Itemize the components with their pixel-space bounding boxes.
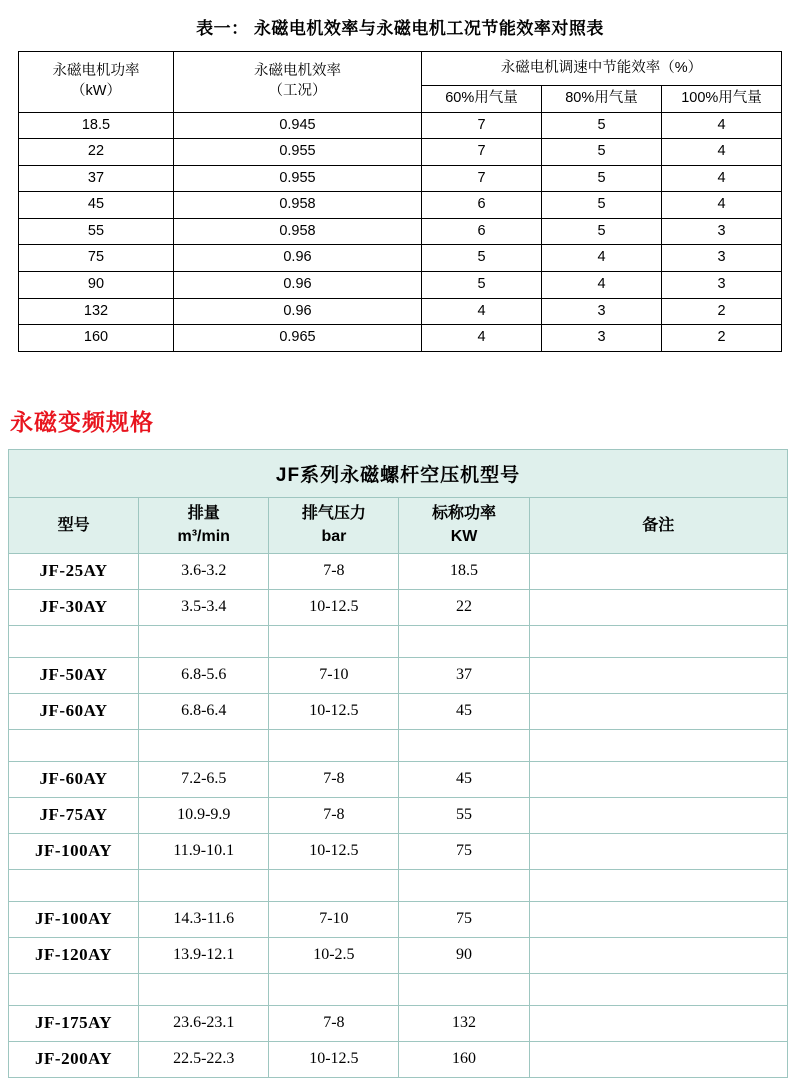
cell-empty	[399, 729, 529, 761]
table-row	[18, 325, 781, 352]
cell-pressure: 10-12.5	[269, 693, 399, 729]
cell-pressure: 10-12.5	[269, 589, 399, 625]
table2-col-pressure-line2: bar	[321, 528, 347, 546]
cell-saving-100: 2	[661, 325, 781, 352]
table-row	[18, 298, 781, 325]
cell-flow: 6.8-6.4	[139, 693, 269, 729]
cell-empty	[9, 973, 139, 1005]
table1-col-efficiency	[173, 52, 421, 113]
cell-saving-80: 5	[541, 165, 661, 192]
cell-empty	[139, 729, 269, 761]
cell-model: JF-60AY	[9, 761, 139, 797]
cell-power: 37	[18, 165, 173, 192]
cell-power: 160	[399, 1041, 529, 1077]
cell-flow: 11.9-10.1	[139, 833, 269, 869]
table1-head	[18, 52, 781, 113]
table2-col-note: 备注	[529, 497, 787, 553]
table2-col-flow-line1: 排量	[187, 504, 220, 522]
cell-flow: 14.3-11.6	[139, 901, 269, 937]
cell-saving-100: 4	[661, 139, 781, 166]
cell-saving-60: 6	[421, 192, 541, 219]
table-row	[9, 1005, 788, 1041]
cell-efficiency: 0.958	[173, 218, 421, 245]
cell-model: JF-120AY	[9, 937, 139, 973]
table-row	[9, 937, 788, 973]
table2-col-flow	[139, 497, 269, 553]
cell-flow: 10.9-9.9	[139, 797, 269, 833]
cell-pressure: 10-2.5	[269, 937, 399, 973]
cell-power: 90	[399, 937, 529, 973]
table2-title-row	[9, 449, 788, 497]
cell-flow: 13.9-12.1	[139, 937, 269, 973]
cell-empty	[139, 625, 269, 657]
cell-empty	[269, 625, 399, 657]
table2-col-model: 型号	[9, 497, 139, 553]
cell-power: 37	[399, 657, 529, 693]
table2-title: JF系列永磁螺杆空压机型号	[9, 449, 788, 497]
table1-col-saving-100: 100%用气量	[661, 86, 781, 113]
cell-flow: 3.5-3.4	[139, 589, 269, 625]
table-row	[18, 165, 781, 192]
cell-empty	[139, 869, 269, 901]
cell-efficiency: 0.955	[173, 165, 421, 192]
cell-model: JF-75AY	[9, 797, 139, 833]
table1-body	[18, 112, 781, 351]
cell-empty	[399, 869, 529, 901]
cell-saving-80: 4	[541, 245, 661, 272]
table2-col-pressure	[269, 497, 399, 553]
table-row-spacer	[9, 869, 788, 901]
cell-efficiency: 0.96	[173, 298, 421, 325]
cell-model: JF-175AY	[9, 1005, 139, 1041]
cell-saving-60: 4	[421, 325, 541, 352]
cell-empty	[529, 973, 787, 1005]
table2-col-pressure-line1: 排气压力	[301, 504, 366, 522]
cell-power: 22	[18, 139, 173, 166]
cell-flow: 6.8-5.6	[139, 657, 269, 693]
cell-empty	[399, 625, 529, 657]
table1-col-power	[18, 52, 173, 113]
cell-pressure: 10-12.5	[269, 1041, 399, 1077]
cell-flow: 3.6-3.2	[139, 553, 269, 589]
cell-note	[529, 589, 787, 625]
section-heading-permanent-magnet-vfd: 永磁变频规格	[10, 408, 154, 435]
table-row	[9, 901, 788, 937]
table2-col-power-line1: 标称功率	[432, 504, 497, 522]
cell-saving-80: 5	[541, 112, 661, 139]
table-row	[9, 589, 788, 625]
cell-note	[529, 693, 787, 729]
cell-power: 45	[399, 693, 529, 729]
cell-saving-100: 3	[661, 218, 781, 245]
table2-header-row	[9, 497, 788, 553]
cell-saving-80: 5	[541, 192, 661, 219]
table-row	[9, 1041, 788, 1077]
cell-pressure: 7-8	[269, 1005, 399, 1041]
cell-power: 132	[399, 1005, 529, 1041]
cell-model: JF-30AY	[9, 589, 139, 625]
table1-col-efficiency-line1: 永磁电机效率	[253, 63, 341, 80]
cell-empty	[269, 729, 399, 761]
table1-col-saving-group: 永磁电机调速中节能效率（%）	[421, 52, 781, 86]
cell-model: JF-100AY	[9, 833, 139, 869]
cell-saving-100: 3	[661, 245, 781, 272]
table1-col-power-line1: 永磁电机功率	[52, 63, 140, 80]
cell-efficiency: 0.965	[173, 325, 421, 352]
table-row-spacer	[9, 625, 788, 657]
cell-saving-80: 5	[541, 218, 661, 245]
cell-flow: 23.6-23.1	[139, 1005, 269, 1041]
table-row	[9, 833, 788, 869]
cell-model: JF-200AY	[9, 1041, 139, 1077]
table1-col-power-line2: （kW）	[71, 82, 121, 99]
table-row	[9, 553, 788, 589]
table-row	[18, 271, 781, 298]
cell-note	[529, 1005, 787, 1041]
cell-saving-80: 5	[541, 139, 661, 166]
cell-flow: 7.2-6.5	[139, 761, 269, 797]
cell-power: 160	[18, 325, 173, 352]
cell-power: 75	[399, 901, 529, 937]
table1-title: 表一： 永磁电机效率与永磁电机工况节能效率对照表	[196, 19, 604, 38]
table1-col-saving-80: 80%用气量	[541, 86, 661, 113]
table-row-spacer	[9, 729, 788, 761]
cell-note	[529, 937, 787, 973]
cell-power: 45	[18, 192, 173, 219]
cell-saving-80: 4	[541, 271, 661, 298]
table-row	[18, 112, 781, 139]
cell-power: 18.5	[18, 112, 173, 139]
cell-power: 22	[399, 589, 529, 625]
cell-model: JF-100AY	[9, 901, 139, 937]
cell-empty	[9, 869, 139, 901]
cell-pressure: 7-8	[269, 761, 399, 797]
table2-jf-series-models	[8, 449, 788, 1078]
cell-power: 55	[399, 797, 529, 833]
cell-saving-60: 4	[421, 298, 541, 325]
cell-note	[529, 761, 787, 797]
cell-note	[529, 1041, 787, 1077]
table-row-spacer	[9, 973, 788, 1005]
cell-saving-60: 7	[421, 165, 541, 192]
cell-empty	[399, 973, 529, 1005]
cell-pressure: 10-12.5	[269, 833, 399, 869]
cell-saving-100: 2	[661, 298, 781, 325]
cell-empty	[269, 869, 399, 901]
table2-body	[9, 449, 788, 1077]
cell-saving-60: 7	[421, 139, 541, 166]
cell-power: 45	[399, 761, 529, 797]
cell-empty	[9, 625, 139, 657]
cell-empty	[529, 729, 787, 761]
cell-power: 132	[18, 298, 173, 325]
cell-saving-80: 3	[541, 298, 661, 325]
cell-note	[529, 797, 787, 833]
cell-efficiency: 0.945	[173, 112, 421, 139]
cell-note	[529, 553, 787, 589]
cell-pressure: 7-8	[269, 797, 399, 833]
cell-empty	[529, 625, 787, 657]
cell-power: 55	[18, 218, 173, 245]
cell-note	[529, 833, 787, 869]
table-row	[9, 761, 788, 797]
cell-efficiency: 0.96	[173, 271, 421, 298]
cell-saving-80: 3	[541, 325, 661, 352]
table-row	[9, 797, 788, 833]
table2-col-flow-line2: m³/min	[177, 528, 230, 546]
cell-saving-100: 3	[661, 271, 781, 298]
cell-efficiency: 0.955	[173, 139, 421, 166]
table-row	[18, 139, 781, 166]
table-row	[18, 192, 781, 219]
table2-col-power	[399, 497, 529, 553]
table1-col-saving-60: 60%用气量	[421, 86, 541, 113]
cell-pressure: 7-8	[269, 553, 399, 589]
cell-saving-100: 4	[661, 112, 781, 139]
table-row	[18, 245, 781, 272]
cell-pressure: 7-10	[269, 657, 399, 693]
cell-pressure: 7-10	[269, 901, 399, 937]
cell-efficiency: 0.958	[173, 192, 421, 219]
table-row	[9, 657, 788, 693]
cell-empty	[9, 729, 139, 761]
cell-efficiency: 0.96	[173, 245, 421, 272]
cell-empty	[529, 869, 787, 901]
cell-power: 75	[18, 245, 173, 272]
cell-saving-60: 6	[421, 218, 541, 245]
cell-saving-60: 7	[421, 112, 541, 139]
cell-empty	[269, 973, 399, 1005]
cell-empty	[139, 973, 269, 1005]
cell-note	[529, 901, 787, 937]
cell-saving-100: 4	[661, 165, 781, 192]
cell-model: JF-25AY	[9, 553, 139, 589]
table1-col-efficiency-line2: （工况）	[268, 82, 327, 99]
cell-power: 18.5	[399, 553, 529, 589]
cell-power: 90	[18, 271, 173, 298]
cell-saving-100: 4	[661, 192, 781, 219]
table-row	[18, 218, 781, 245]
table-row	[9, 693, 788, 729]
table2-col-power-line2: KW	[450, 528, 478, 546]
cell-saving-60: 5	[421, 271, 541, 298]
cell-model: JF-50AY	[9, 657, 139, 693]
cell-note	[529, 657, 787, 693]
cell-flow: 22.5-22.3	[139, 1041, 269, 1077]
table1-header-row-1	[18, 52, 781, 86]
cell-power: 75	[399, 833, 529, 869]
table1-efficiency-comparison	[18, 51, 782, 352]
cell-model: JF-60AY	[9, 693, 139, 729]
cell-saving-60: 5	[421, 245, 541, 272]
